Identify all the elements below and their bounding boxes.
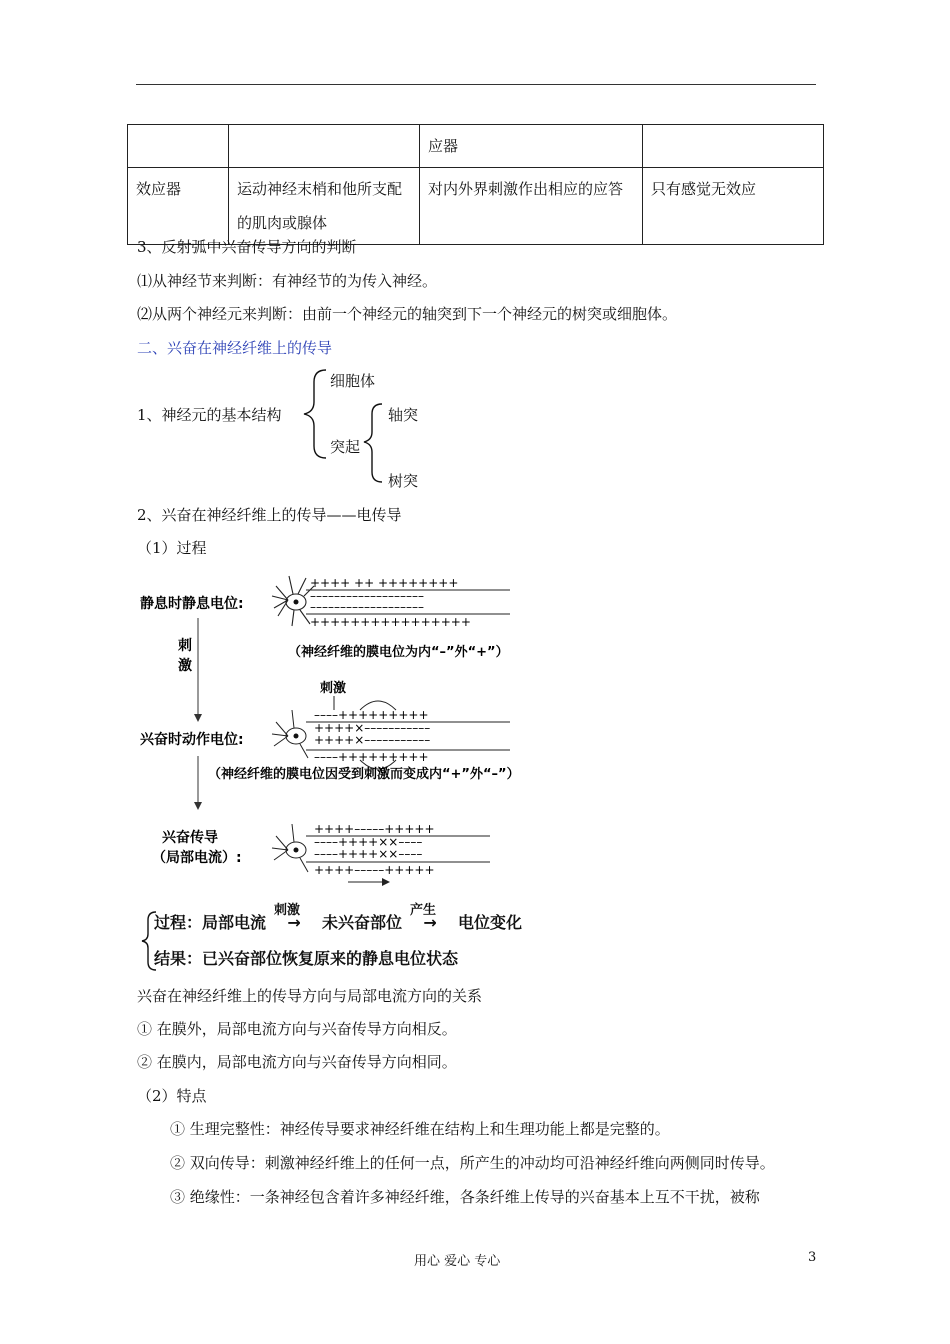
minus-row: ––––––––––––––––––– <box>310 600 424 614</box>
table-cell: 对内外界刺激作出相应的应答 <box>420 168 643 245</box>
conduction-title: 2、兴奋在神经纤维上的传导——电传导 <box>137 506 402 524</box>
table-row <box>128 125 824 168</box>
feature-3: ③ 绝缘性：一条神经包含着许多神经纤维，各条纤维上传导的兴奋基本上互不干扰，被称 <box>170 1188 760 1206</box>
section-title: 二、兴奋在神经纤维上的传导 <box>137 339 333 357</box>
minus-row: ––––––––––––––––––– <box>310 589 424 603</box>
reflex-arc-table <box>127 124 824 245</box>
table-cell <box>229 125 420 168</box>
svg-text:++++×–––––––––––: ++++×––––––––––– <box>314 733 431 747</box>
svg-text:––––+++++++++: ––––+++++++++ <box>314 750 429 764</box>
table-cell <box>643 125 824 168</box>
table-cell: 效应器 <box>128 168 229 245</box>
local-label-1: 兴奋传导 <box>162 830 218 846</box>
reflex-judge-1: ⑴从神经节来判断：有神经节的为传入神经。 <box>137 272 438 290</box>
structure-label: 1、神经元的基本结构 <box>137 406 282 424</box>
svg-text:++++×–––––––––––: ++++×––––––––––– <box>314 721 431 735</box>
structure-axon: 轴突 <box>388 406 419 424</box>
stimulus-top: 刺激 <box>320 681 347 696</box>
reflex-direction-title: 3、反射弧中兴奋传导方向的判断 <box>137 238 357 256</box>
structure-dendrite: 树突 <box>388 472 419 490</box>
resting-note: （神经纤维的膜电位为内“–”外“+”） <box>288 645 509 660</box>
svg-text:––––+++++++++: ––––+++++++++ <box>314 708 429 722</box>
relation-1: ① 在膜外，局部电流方向与兴奋传导方向相反。 <box>137 1020 457 1038</box>
action-note: （神经纤维的膜电位因受到刺激而变成内“+”外“–”） <box>208 767 520 782</box>
features-title: （2）特点 <box>137 1087 207 1105</box>
action-label: 兴奋时动作电位: <box>140 732 244 748</box>
local-label-2: （局部电流）: <box>152 850 242 866</box>
table-cell: 只有感觉无效应 <box>643 168 824 245</box>
svg-text:––––++++××––––: ––––++++××–––– <box>314 835 423 849</box>
brace-icon <box>300 368 390 498</box>
resting-label: 静息时静息电位: <box>140 596 244 612</box>
structure-process: 突起 <box>330 438 361 456</box>
summary-result: 结果：已兴奋部位恢复原来的静息电位状态 <box>154 949 459 968</box>
table-row <box>128 168 824 245</box>
stimulus-char: 刺 <box>178 638 192 654</box>
svg-text:++++–––––+++++: ++++–––––+++++ <box>314 822 435 836</box>
stimulus-char: 激 <box>178 658 192 674</box>
feature-1: ① 生理完整性：神经传导要求神经纤维在结构上和生理功能上都是完整的。 <box>170 1120 670 1138</box>
plus-row: ++++++++++++++++ <box>310 615 471 629</box>
feature-2: ② 双向传导：刺激神经纤维上的任何一点，所产生的冲动均可沿神经纤维向两侧同时传导。 <box>170 1154 775 1172</box>
plus-row: ++++ ++ ++++++++ <box>310 576 459 590</box>
table-cell: 应器 <box>420 125 643 168</box>
structure-soma: 细胞体 <box>330 372 376 390</box>
table-cell: 运动神经末梢和他所支配的肌肉或腺体 <box>229 168 420 245</box>
svg-text:++++–––––+++++: ++++–––––+++++ <box>314 863 435 877</box>
footer-text: 用心 爱心 专心 <box>414 1254 501 1269</box>
relation-2: ② 在膜内，局部电流方向与兴奋传导方向相同。 <box>137 1053 457 1071</box>
svg-text:––––++++××––––: ––––++++××–––– <box>314 847 423 861</box>
table-cell <box>128 125 229 168</box>
process-label: （1）过程 <box>137 539 207 557</box>
neuron-icon <box>272 576 314 626</box>
nerve-conduction-figure <box>138 560 598 890</box>
summary-process: 过程：局部电流 刺激 → 未兴奋部位 产生 → 电位变化 <box>154 903 523 932</box>
reflex-judge-2: ⑵从两个神经元来判断：由前一个神经元的轴突到下一个神经元的树突或细胞体。 <box>137 305 678 323</box>
header-rule <box>136 84 816 85</box>
page-number: 3 <box>808 1250 817 1265</box>
relation-title: 兴奋在神经纤维上的传导方向与局部电流方向的关系 <box>137 987 483 1005</box>
